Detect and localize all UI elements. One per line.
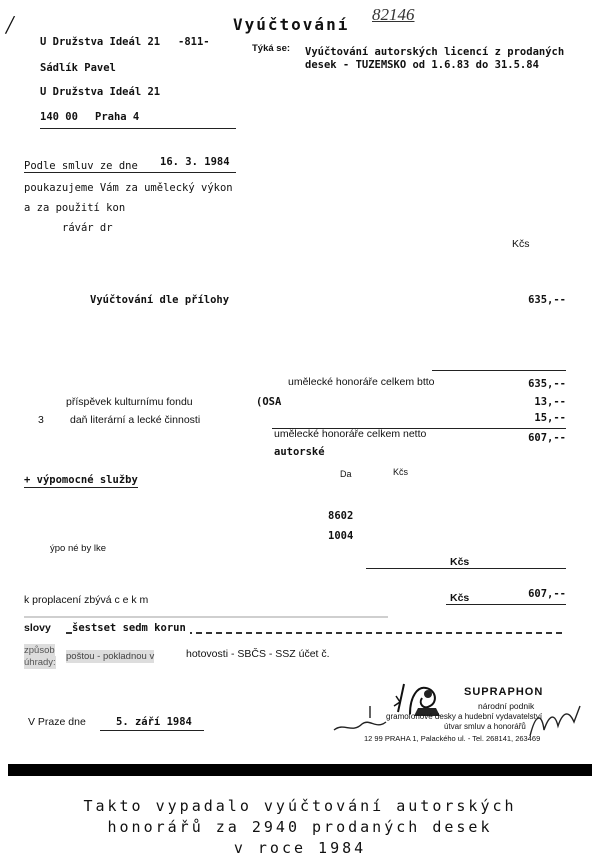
- payment-method-label-2: úhrady:: [24, 657, 56, 668]
- in-words-label: slovy: [24, 622, 51, 634]
- address-line1: U Družstva Ideál 21: [40, 36, 161, 48]
- payment-method-label-1: způsob: [24, 645, 55, 656]
- photo-caption: [0, 796, 600, 859]
- subject-label: Týká se:: [252, 43, 291, 54]
- subject-line2: desek - TUZEMSKO od 1.6.83 do 31.5.84: [305, 59, 539, 71]
- place-date-rule: [100, 730, 204, 731]
- currency-header: Kčs: [512, 238, 530, 250]
- remaining-label: k proplacení zbývá c e k m: [24, 594, 149, 606]
- fund-label: příspěvek kulturnímu fondu: [66, 396, 193, 408]
- stamp-company: SUPRAPHON: [464, 686, 544, 698]
- currency-small: Kčs: [393, 467, 409, 477]
- tax-prefix: 3: [38, 414, 44, 426]
- stamp-line3: gramofonové desky a hudební vydavatelství: [386, 712, 543, 721]
- currency-label-3: Kčs: [450, 592, 470, 604]
- final-amount: 607,--: [528, 588, 566, 600]
- tax-amount: 15,--: [534, 412, 566, 424]
- stamp-address: 12 99 PRAHA 1, Palackého ul. - Tel. 268141, 263469: [364, 734, 541, 743]
- stamp-line4: útvar smluv a honorářů: [444, 722, 526, 731]
- place-date-label: V Praze dne: [28, 716, 86, 728]
- contract-rule: [24, 172, 236, 173]
- in-words-value: šestset sedm korun: [72, 622, 190, 635]
- divider-bar: [8, 764, 592, 776]
- corner-mark: /: [3, 9, 16, 42]
- auxiliary-services: + výpomocné služby: [24, 474, 138, 486]
- number-1: 8602: [328, 510, 354, 522]
- contract-label: Podle smluv ze dne: [24, 160, 138, 172]
- auxiliary-rule: [24, 487, 138, 488]
- document-title: Vyúčtování: [233, 15, 350, 34]
- place-date: 5. září 1984: [116, 716, 192, 728]
- billing-amount: 635,--: [528, 294, 566, 306]
- currency-label-2: Kčs: [450, 556, 470, 568]
- number-2: 1004: [328, 530, 354, 542]
- tax-label: daň literární a lecké činnosti: [70, 414, 201, 426]
- caption-line-2: honorářů za 2940 prodaných desek: [107, 818, 493, 836]
- stamp-subtitle: národní podnik: [478, 701, 535, 711]
- currency-rule-2: [366, 568, 566, 569]
- net-amount: 607,--: [528, 432, 566, 444]
- gross-label: umělecké honoráře celkem btto: [288, 376, 435, 388]
- address-line3: U Družstva Ideál 21: [40, 86, 161, 98]
- address-city: Praha 4: [95, 111, 140, 123]
- tax-small-label: Da: [340, 469, 352, 479]
- contract-date: 16. 3. 1984: [160, 156, 230, 168]
- final-rule: [446, 604, 566, 605]
- services-total-label: ýpo né by lke: [50, 543, 106, 554]
- subject-line1: Vyúčtování autorských licencí z prodaných: [305, 46, 565, 58]
- reference-number: 82146: [372, 5, 415, 24]
- address-postcode: 140 00: [40, 111, 78, 123]
- billing-label: Vyúčtování dle přílohy: [90, 294, 230, 306]
- handwritten-signature: [330, 700, 590, 748]
- fund-amount: 13,--: [534, 396, 566, 408]
- caption-line-1: Takto vypadalo vyúčtování autorských: [83, 797, 517, 815]
- address-rule: [40, 128, 236, 129]
- fund-code: (OSA: [256, 396, 282, 408]
- payment-options: poštou - pokladnou v: [66, 651, 155, 662]
- caption-line-3: v roce 1984: [233, 839, 367, 857]
- in-words-gray: [24, 616, 388, 618]
- payment-text-line1: poukazujeme Vám za umělecký výkon: [24, 182, 233, 194]
- net-label: umělecké honoráře celkem netto: [274, 428, 427, 440]
- payment-rest: hotovosti - SBČS - SSZ účet č.: [186, 648, 330, 660]
- address-code: -811-: [178, 36, 210, 48]
- fees-top-rule: [432, 370, 566, 371]
- gross-amount: 635,--: [528, 378, 566, 390]
- payment-text-line2: a za použití kon: [24, 202, 126, 214]
- address-name: Sádlík Pavel: [40, 62, 116, 74]
- payment-text-line3: rávár dr: [62, 222, 113, 234]
- author-label: autorské: [274, 446, 325, 458]
